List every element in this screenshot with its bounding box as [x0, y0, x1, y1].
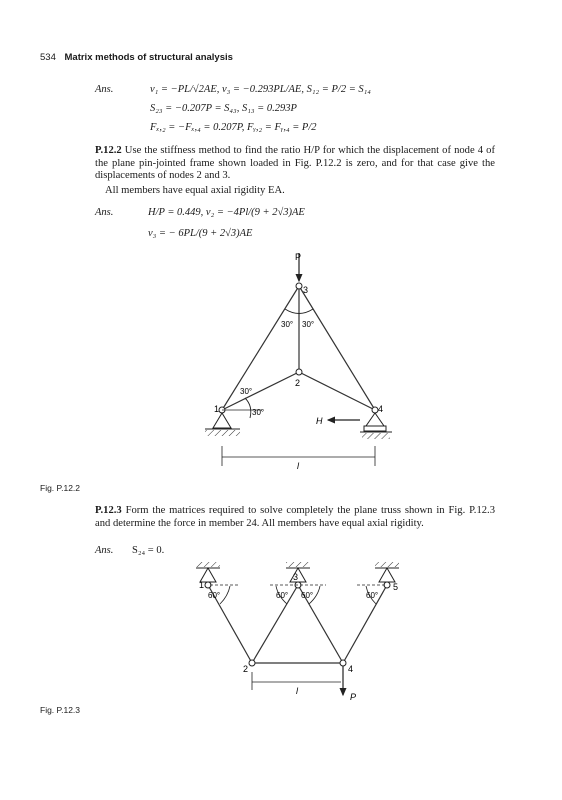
- label-node-3: 3: [293, 572, 299, 582]
- label-angle-3l: 60°: [276, 591, 289, 600]
- label-node-4: 4: [378, 404, 384, 414]
- prev-answer-line-1: v₁ = −PL/√2AE, v₃ = −0.293PL/AE, S₁₂ = P/2 = S₁₄: [150, 84, 371, 95]
- problem-12-2-answer-line-2: v₃ = − 6PL/(9 + 2√3)AE: [148, 228, 253, 239]
- problem-12-3-body: Form the matrices required to solve completely the plane truss shown in Fig. P.12.3 and determine the force in member 24. All members have equal axial rigidity.: [95, 505, 495, 529]
- label-node-2: 2: [243, 664, 249, 674]
- angle-arc-1: [220, 586, 230, 604]
- prev-answer-line-2: S₂₃ = −0.207P = S₄₃, S₁₃ = 0.293P: [150, 103, 297, 114]
- label-node-3: 3: [303, 285, 309, 295]
- label-angle-3r: 60°: [301, 591, 314, 600]
- member-32: [252, 585, 298, 663]
- label-load-p: P: [350, 692, 357, 702]
- caption-fig-p12-3: Fig. P.12.3: [40, 705, 81, 715]
- problem-12-2-answer-label: Ans.: [95, 207, 114, 218]
- page-number: 534: [40, 52, 56, 63]
- problem-12-3-answer-label: Ans.: [95, 545, 114, 556]
- node-4-joint: [340, 660, 346, 666]
- label-load-p: P: [295, 252, 302, 262]
- problem-12-3-answer: S₂₄ = 0.: [132, 545, 165, 556]
- label-angle-5: 60°: [366, 591, 379, 600]
- running-title: Matrix methods of structural analysis: [64, 52, 233, 63]
- label-node-1: 1: [214, 404, 220, 414]
- label-node-5: 5: [393, 582, 399, 592]
- node-2-joint: [249, 660, 255, 666]
- problem-12-2-body: Use the stiffness method to find the ratio H/P for which the displacement of node 4 of the plane pin-jointed frame shown loaded in Fig. P.12.2 is zero, and for that case give the displacements of nodes 2 and 3.: [95, 145, 495, 182]
- label-angle-low: 30°: [252, 408, 265, 417]
- label-angle-top-right: 30°: [302, 320, 315, 329]
- problem-12-3-number: P.12.3: [95, 505, 122, 516]
- caption-fig-p12-2: Fig. P.12.2: [40, 483, 81, 493]
- label-angle-top-left: 30°: [281, 320, 294, 329]
- label-node-2: 2: [295, 378, 301, 388]
- member-54: [343, 585, 387, 663]
- prev-answer-label: Ans.: [95, 84, 114, 95]
- label-load-h: H: [316, 416, 323, 426]
- problem-12-2-answer-line-1: H/P = 0.449, v₂ = −4Pl/(9 + 2√3)AE: [148, 207, 305, 218]
- truss-members: [208, 585, 387, 663]
- label-angle-mid: 30°: [240, 387, 253, 396]
- support-node-5: [375, 562, 399, 582]
- label-angle-1: 60°: [208, 591, 221, 600]
- label-node-1: 1: [199, 580, 205, 590]
- label-span: l: [297, 461, 299, 471]
- support-node-1: [196, 562, 220, 582]
- problem-12-2-number: P.12.2: [95, 145, 122, 156]
- prev-answer-line-3: Fₓ,₂ = −Fₓ,₄ = 0.207P, Fᵧ,₂ = Fᵧ,₄ = P/2: [150, 122, 317, 133]
- problem-12-2-note: All members have equal axial rigidity EA.: [105, 185, 285, 196]
- label-node-4: 4: [348, 664, 354, 674]
- label-span: l: [296, 686, 298, 696]
